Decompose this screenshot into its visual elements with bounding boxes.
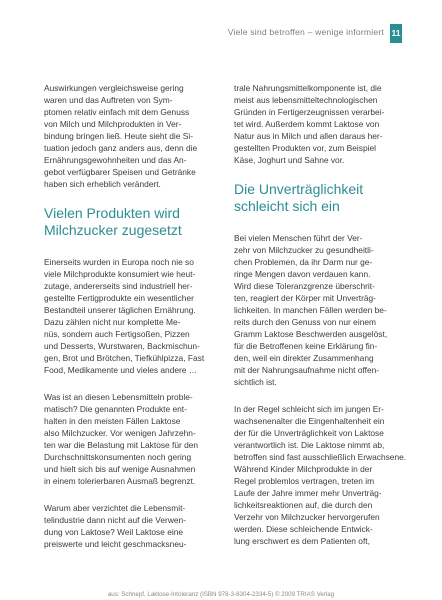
text-line: schleicht sich ein [234,198,340,214]
text-line: Warum aber verzichtet die Lebensmit- [44,503,186,513]
text-line: viele Milchprodukte konsumiert wie heut- [44,269,196,279]
text-line: Die Unverträglichkeit [234,181,364,197]
text-line: wachsenenalter die Eingenhaltenheit ein [234,416,385,426]
text-line: von Milch und Milchprodukten in Ver- [44,119,182,129]
left-intro-paragraph [44,82,212,190]
text-line: lichkeitsreaktionen auf, die durch den [234,500,373,510]
text-line: chen Problemen, da ihr Darm nur ge- [234,257,373,267]
right-section-heading [234,181,402,215]
text-line: ptomen relativ einfach mit dem Genuss [44,107,190,117]
text-line: Bestandteil unserer täglichen Ernährung. [44,305,196,315]
text-line: ten war die Belastung mit Laktose für den [44,440,199,450]
text-line: preiswerte und leicht geschmacksneu- [44,539,187,549]
text-line: also Milchzucker. Vor wenigen Jahrzehn- [44,428,196,438]
text-line: gen, Brot und Brötchen, Tiefkühlpizza, Fast [44,353,205,363]
text-line: und Desserts, Wurstwaren, Backmischun- [44,341,200,351]
text-line: waren und das Auftreten von Sym- [44,95,173,105]
text-line: betroffen sind fast ausschließlich Erwachsene. [234,452,407,462]
left-paragraph-3 [44,391,212,487]
text-line: Verzehr von Milchzucker hervorgerufen [234,512,380,522]
footer-citation: aus: Schnepf, Laktose-Intoleranz (ISBN 978-3-8304-2334-5) © 2009 TRIAS Verlag [107,591,335,598]
text-line: ten, reagiert der Körper mit Unverträg- [234,293,376,303]
text-line: sichtlich ist. [234,377,277,387]
text-line: haben sich erheblich verändert. [44,179,161,189]
text-line: In der Regel schleicht sich im jungen Er- [234,404,384,414]
text-line: reits durch den Genuss von nur einem [234,317,376,327]
text-line: werden. Diese schleichende Entwick- [234,524,373,534]
text-line: zehr von Milchzucker zu gesundheitli- [234,245,374,255]
left-paragraph-2 [44,256,212,376]
text-line: Natur aus in Milch und allen daraus her- [234,131,383,141]
text-line: Milchzucker zugesetzt [44,222,182,238]
text-line: verantwortlich ist. Die Laktose nimmt ab, [234,440,385,450]
text-line: lung erschwert es dem Patienten oft, [234,536,370,546]
text-line: gestellten Produkten vor, zum Beispiel [234,143,376,153]
right-column [234,82,407,562]
text-line: trale Nahrungsmittelkomponente ist, die [234,83,382,93]
text-line: Laufe der Jahre immer mehr Unverträg- [234,488,382,498]
text-line: tet wird. Außerdem kommt Laktose von [234,119,380,129]
text-line: gebot verfügbarer Speisen und Getränke [44,167,196,177]
left-paragraph-4 [44,502,212,550]
text-line: Bei vielen Menschen führt der Ver- [234,233,363,243]
text-line: in einem tolerierbaren Ausmaß begrenzt. [44,476,196,486]
text-line: Food, Medikamente und vieles andere … [44,365,198,375]
text-line: Durchschnittskonsumenten noch gering [44,452,192,462]
text-line: Wird diese Toleranzgrenze überschrit- [234,281,375,291]
text-line: lichkeiten. In manchen Fällen werden be- [234,305,387,315]
text-line: Was ist an diesen Lebensmitteln proble- [44,392,193,402]
text-line: mit der Nahrungsaufnahme nicht offen- [234,365,380,375]
text-line: Käse, Joghurt und Sahne vor. [234,155,345,165]
text-line: halten in den meisten Fällen Laktose [44,416,181,426]
text-line: Regel problemlos vertragen, treten im [234,476,375,486]
text-line: matisch? Die genannten Produkte ent- [44,404,187,414]
text-line: Dazu zählen nicht nur komplette Me- [44,317,181,327]
text-line: nüs, sondern auch Fertigsoßen, Pizzen [44,329,190,339]
text-line: und hielt sich bis auf wenige Ausnahmen [44,464,196,474]
text-line: telindustrie dann nicht auf die Verwen- [44,515,186,525]
right-paragraph-3 [234,403,407,547]
page-number: 11 [390,24,402,43]
text-line: bindung bringen ließ. Heute sieht die Si- [44,131,193,141]
text-line: Während Kinder Milchprodukte in der [234,464,373,474]
right-paragraph-2 [234,232,402,388]
text-line: ringe Mengen davon verdauen kann. [234,269,371,279]
text-line: Ernährungsgewohnheiten und das An- [44,155,187,165]
text-line: Auswirkungen vergleichsweise gering [44,83,184,93]
text-line: Gramm Laktose Beschwerden ausgelöst, [234,329,388,339]
right-paragraph-1 [234,82,402,166]
text-line: für die Betroffenen keine Erklärung fin- [234,341,378,351]
text-line: der für die Unverträglichkeit von Laktose [234,428,384,438]
text-line: gestellte Fertigprodukte ein wesentlicher [44,293,194,303]
text-line: tuation jedoch ganz anders aus, denn die [44,143,198,153]
text-line: den, weil ein direkter Zusammenhang [234,353,374,363]
text-line: meist aus lebensmitteltechnologischen [234,95,378,105]
text-line: Vielen Produkten wird [44,205,180,221]
left-section-heading [44,205,212,239]
text-line: zutage, andererseits sind industriell her- [44,281,193,291]
running-head: Viele sind betroffen – wenige informiert [227,27,384,37]
text-line: dung von Laktose? Weil Laktose eine [44,527,184,537]
left-column [44,82,212,565]
text-line: Einerseits wurden in Europa noch nie so [44,257,194,267]
text-line: Gründen in Fertigerzeugnissen verarbei- [234,107,385,117]
